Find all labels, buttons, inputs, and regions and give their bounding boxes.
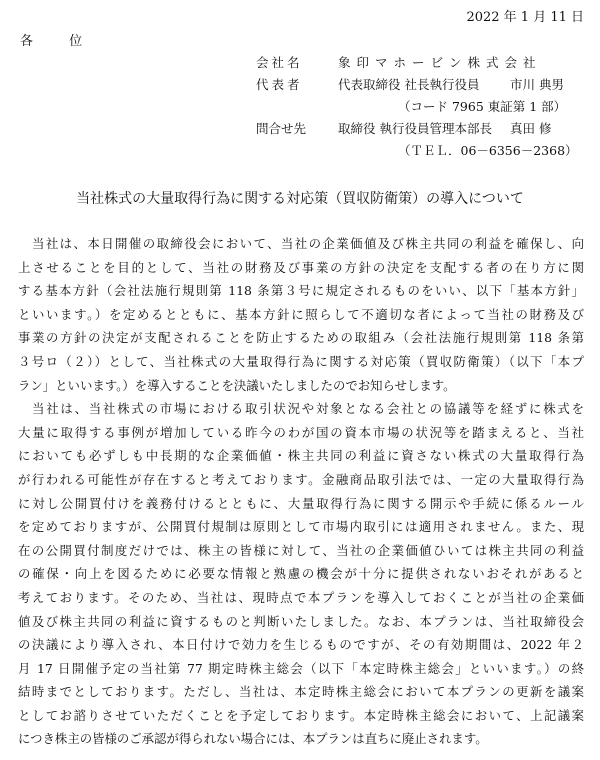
body-line: 考えております。そのため、当社は、現時点で本プランを導入しておくことが当社の企業価: [18, 589, 584, 605]
body-line: の決議により導入され、本日付けで効力を生じるものですが、その有効期間は、2022 年２: [18, 637, 584, 653]
sender-block: [256, 52, 586, 162]
body-line: する基本方針（会社法施行規則第 118 条第３号に規定されるものをいい、以下「基本方針」: [18, 283, 584, 299]
stock-code-row: [256, 96, 586, 118]
body-line: 結時までとしております。ただし、当社は、本定時株主総会において本プランの更新を議案: [18, 684, 584, 700]
body-line: 事業の方針の決定が支配されることを防止するための取組み（会社法施行規則第 118 条第: [18, 330, 584, 346]
body-line: 大量に取得する事例が増加している昨今のわが国の資本市場の状況等を踏まえると、当社: [18, 424, 584, 440]
body-line: につき株主の皆様のご承認が得られない場合には、本プランは直ちに廃止されます。: [18, 731, 488, 747]
body-line: においても必ずしも中長期的な企業価値・株主共同の利益に資さない株式の大量取得行為: [18, 448, 584, 464]
body-line: に対し公開買付けを義務付けるとともに、大量取得行為に関する開示や手続に係るルール: [18, 495, 584, 511]
telephone-row: [256, 140, 586, 162]
telephone: （ＴＥＬ．06－6356－2368）: [398, 143, 578, 158]
body-line: 月 17 日開催予定の当社第 77 期定時株主総会（以下「本定時株主総会」といいます。）の終: [18, 660, 584, 676]
contact-label: 問合せ先: [256, 121, 307, 136]
company-name: 象印マホービン株式会社: [338, 55, 542, 70]
body-line: といいます。）を定めるとともに、基本方針に照らして不適切な者によって当社の財務及び: [18, 306, 584, 322]
body-line: ラン」といいます。）を導入することを決議いたしましたのでお知らせします。: [18, 377, 456, 393]
stock-code: （コード 7965 東証第 1 部）: [398, 99, 567, 114]
body-line: 上させることを目的として、当社の財務及び事業の方針の決定を支配する者の在り方に関: [18, 259, 584, 275]
body-line: 当社は、当社株式の市場における取引状況や対象となる会社との協議等を経ずに株式を: [32, 401, 584, 417]
representative-label: 代表者: [256, 77, 303, 92]
body-line: としてお諮りさせていただくことを予定しております。本定時株主総会において、上記議案: [18, 707, 584, 723]
body-line: を定めておりますが、公開買付規制は原則として市場内取引には適用されません。また、現: [18, 519, 584, 535]
contact-name: 真田 修: [510, 121, 552, 136]
document-body: [18, 232, 584, 751]
body-line: ３号ロ（２））として、当社株式の大量取得行為に関する対応策（買収防衛策）（以下「本プ: [18, 353, 584, 369]
contact-title: 取締役 執行役員管理本部長: [338, 121, 492, 136]
body-line: が行われる可能性が存在すると考えております。金融商品取引法では、一定の大量取得行為: [18, 471, 584, 487]
document-date: 2022 年 1 月 11 日: [466, 10, 584, 25]
representative-row: [256, 74, 586, 96]
representative-title: 代表取締役 社長執行役員: [338, 77, 480, 92]
body-line: 値及び株主共同の利益に資するものと判断いたしました。なお、本プランは、当社取締役会: [18, 613, 584, 629]
body-line: 在の公開買付制度だけでは、株主の皆様に対して、当社の企業価値ひいては株主共同の利益: [18, 542, 584, 558]
contact-row: [256, 118, 586, 140]
addressee: 各 位: [20, 34, 99, 49]
company-row: [256, 52, 586, 74]
body-line: 当社は、本日開催の取締役会において、当社の企業価値及び株主共同の利益を確保し、向: [32, 236, 584, 251]
document-title: 当社株式の大量取得行為に関する対応策（買収防衛策）の導入について: [76, 191, 524, 207]
body-line: の確保・向上を図るために必要な情報と熟慮の機会が十分に提供されないおそれがあると: [18, 566, 584, 582]
representative-name: 市川 典男: [510, 77, 564, 92]
company-label: 会社名: [256, 55, 303, 70]
